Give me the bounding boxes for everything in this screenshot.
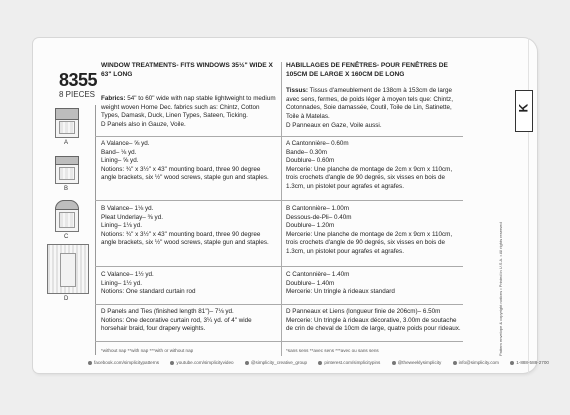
view-a-mercerie: Mercerie: Une planche de montage de 2cm x 9cm x 110cm, trois crochets d'angle de 90 degrés, six visses en bois de 1.3cm, un pistolet pour agrafes et agrafes. [286, 165, 453, 190]
nap-legend-english: *without nap **with nap ***with or without nap [101, 348, 194, 353]
view-a-item: Lining– ⅝ yd. [101, 157, 139, 165]
view-d-item: D Panels and Ties (finished length 81")– 7⅛ yd. [101, 308, 234, 315]
tissus-label: Tissus: [286, 87, 308, 95]
french-view-c [286, 271, 462, 297]
view-c-item: C Cantonnière– 1.40m [286, 271, 350, 278]
thumbnail-d [47, 244, 89, 294]
pattern-envelope-back [33, 38, 549, 373]
view-a-item: A Cantonnière– 0.60m [286, 140, 349, 147]
pattern-number: 8355 [59, 70, 98, 90]
view-a-item: Doublure– 0.60m [286, 157, 335, 165]
view-a-item: Band– ⅛ yd. [101, 148, 137, 156]
view-b-notions: Notions: ¾" x 3½" x 43" mounting board, three 90 degree angle brackets, six ½" wood screws, staple gun and staples. [101, 230, 269, 247]
english-column [101, 62, 277, 130]
thumbnail-divider [95, 105, 96, 355]
english-view-a [101, 140, 277, 183]
view-b-item: B Cantonnière– 1.00m [286, 205, 350, 212]
fabrics-also: D Panels also in Gauze, Voile. [101, 120, 186, 128]
youtube-link[interactable]: youtube.com/simplicityvideo [170, 360, 233, 365]
view-a-item: Bande– 0.30m [286, 148, 327, 156]
email-link[interactable]: info@simplicity.com [453, 360, 499, 365]
view-d-notions: Notions: One decorative curtain rod, 3¼ yd. of 4" wide horsehair braid, four drapery weights. [101, 316, 252, 333]
size-letter: K [516, 103, 531, 113]
view-c-mercerie: Mercerie: Un tringle à rideaux standard [286, 288, 395, 296]
english-view-b [101, 205, 277, 248]
fabrics-text: 54" to 60" wide with nap stable lightweight to medium weight woven Home Dec. fabrics such as: Chintz, Cotton Types, Damask, Duck, Linen Types, Sateen, Ticking. [101, 95, 276, 120]
pieces-count: 8 PIECES [59, 90, 96, 99]
thumbnail-b [55, 156, 79, 184]
size-letter-box [515, 90, 533, 132]
facebook-link[interactable]: facebook.com/simplicitypatterns [88, 360, 159, 365]
view-c-item: Lining– 1½ yd. [101, 279, 142, 287]
english-title: WINDOW TREATMENTS- FITS WINDOWS 35½" WIDE X 63" LONG [101, 62, 273, 78]
pinterest-icon [318, 361, 322, 365]
fabrics-label: Fabrics: [101, 95, 126, 103]
view-b-item: B Valance– 1⅛ yd. [101, 205, 154, 212]
view-d-item: D Panneaux et Liens (longueur finie de 206cm)– 6.50m [286, 308, 441, 315]
view-b-item: Doublure– 1.20m [286, 222, 335, 230]
email-icon [453, 361, 457, 365]
french-column [286, 62, 462, 130]
view-a-notions: Notions: ¾" x 3½" x 43" mounting board, three 90 degree angle brackets, six ½" wood screws, staple gun and staples. [101, 165, 269, 182]
nap-legend-french: *sans sens **avec sens ***avec ou sans sens [286, 348, 379, 353]
envelope-flap-fold [528, 38, 537, 373]
twitter-icon [392, 361, 396, 365]
french-view-b [286, 205, 462, 257]
phone-number: 1-888-588-2700 [510, 360, 549, 365]
french-title: HABILLAGES DE FENÊTRES- POUR FENÊTRES DE 105CM DE LARGE X 160CM DE LONG [286, 62, 448, 78]
youtube-icon [170, 361, 174, 365]
view-a-item: A Valance– ⅝ yd. [101, 140, 150, 147]
view-c-notions: Notions: One standard curtain rod [101, 288, 196, 296]
thumbnail-label-a: A [64, 140, 69, 146]
view-b-mercerie: Mercerie: Une planche de montage de 2cm x 9cm x 110cm, trois crochets d'angle de 90 degrés, six visses en bois de 1.3cm, un pistolet pour agrafes et agrafes. [286, 230, 453, 255]
thumbnail-label-d: D [64, 296, 69, 302]
view-d-mercerie: Mercerie: Un tringle à rideaux décorative, 3.00m de soutache de crin de cheval de 10cm de large, quatre poids pour rideaux. [286, 316, 461, 333]
tissus-also: D Panneaux en Gaze, Voile aussi. [286, 121, 382, 129]
french-view-a [286, 140, 462, 192]
facebook-icon [88, 361, 92, 365]
pinterest-link[interactable]: pinterest.com/simplicitypins [318, 360, 380, 365]
language-divider [281, 62, 282, 356]
section-divider [95, 200, 463, 201]
phone-icon [510, 361, 514, 365]
section-divider [95, 341, 463, 342]
tissus-text: Tissus d'ameublement de 138cm à 153cm de large avec sens, fermes, de poids léger à moyen tels que: Chintz, Cotonnades, Soie damassée, Coutil, Toile de Lin, Satinette, Toile à Matelas. [286, 87, 453, 120]
side-legal-text: Pattern envelope & copyright notices • Printed in U.S.A. • All rights reserved [498, 222, 503, 356]
section-divider [95, 136, 463, 137]
view-c-item: C Valance– 1½ yd. [101, 271, 154, 278]
view-b-item: Lining– 1⅛ yd. [101, 222, 142, 230]
twitter-link[interactable]: @theweeklysimplicity [392, 360, 442, 365]
english-view-d [101, 308, 277, 334]
view-b-item: Pleat Underlay– ⅜ yd. [101, 213, 163, 221]
thumbnail-a [55, 108, 79, 138]
view-b-item: Dessous-de-Pli– 0.40m [286, 213, 352, 221]
french-view-d [286, 308, 462, 334]
footer-links [88, 360, 549, 365]
section-divider [95, 266, 463, 267]
thumbnail-label-b: B [64, 186, 69, 192]
thumbnail-c [55, 200, 79, 232]
section-divider [95, 304, 463, 305]
english-view-c [101, 271, 277, 297]
instagram-link[interactable]: @simplicity_creative_group [245, 360, 307, 365]
thumbnail-label-c: C [64, 234, 69, 240]
instagram-icon [245, 361, 249, 365]
view-c-item: Doublure– 1.40m [286, 279, 335, 287]
